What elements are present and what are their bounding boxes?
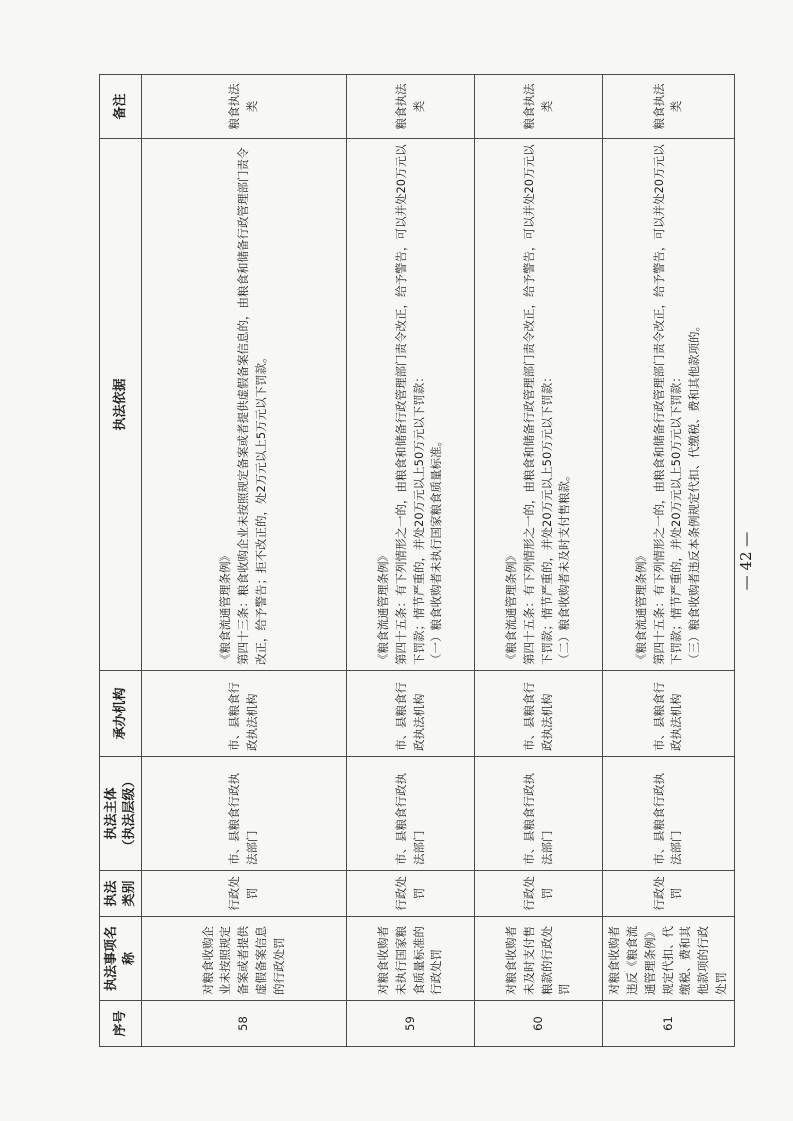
table-row [347,75,475,1047]
cell-seq: 60 [475,1001,603,1047]
basis-article: 第四十五条：有下列情形之一的，由粮食和储备行政管理部门责令改正，给予警告，可以并处20万元以下罚款；情节严重的，并处20万元以上50万元以下罚款： [651,144,684,665]
header-agency: 承办机构 [100,671,142,757]
cell-subject: 市、县粮食行政执法部门 [475,757,603,871]
cell-remark: 粮食执法类 [603,75,735,139]
cell-basis [475,139,603,671]
header-subject-line2: （执法层级） [121,774,137,853]
page-number: — 42 — [737,531,755,591]
cell-agency: 市、县粮食行政执法机构 [347,671,475,757]
cell-item: 对粮食收购者违反《粮食流通管理条例》规定代扣、代缴税、费和其他款项的行政处罚 [603,917,735,1001]
header-subject [100,757,142,871]
cell-basis [603,139,735,671]
table-row [603,75,735,1047]
header-subject-line1: 执法主体 [104,787,119,840]
cell-subject: 市、县粮食行政执法部门 [603,757,735,871]
basis-source: 《粮食流通管理条例》 [633,550,648,665]
cell-type: 行政处罚 [603,871,735,917]
cell-item: 对粮食收购企业未按照规定备案或者提供虚假备案信息的行政处罚 [142,917,347,1001]
cell-subject: 市、县粮食行政执法部门 [142,757,347,871]
header-remark: 备注 [100,75,142,139]
header-item: 执法事项名称 [100,917,142,1001]
basis-article: 第四十五条：有下列情形之一的，由粮食和储备行政管理部门责令改正，给予警告，可以并处20万元以下罚款；情节严重的，并处20万元以上50万元以下罚款： [521,144,554,665]
table-row [475,75,603,1047]
cell-agency: 市、县粮食行政执法机构 [475,671,603,757]
basis-clause: （二）粮食收购者未及时支付售粮款。 [557,469,572,665]
cell-item: 对粮食收购者未执行国家粮食质量标准的行政处罚 [347,917,475,1001]
basis-article: 第四十五条：有下列情形之一的，由粮食和储备行政管理部门责令改正，给予警告，可以并处20万元以下罚款；情节严重的，并处20万元以上50万元以下罚款： [393,144,426,665]
basis-source: 《粮食流通管理条例》 [503,550,518,665]
cell-remark: 粮食执法类 [142,75,347,139]
cell-type: 行政处罚 [475,871,603,917]
basis-source: 《粮食流通管理条例》 [218,550,233,665]
cell-agency: 市、县粮食行政执法机构 [603,671,735,757]
basis-clause: （一）粮食收购者未执行国家粮食质量标准。 [429,435,444,665]
header-row [100,75,142,1047]
header-type: 执法类别 [100,871,142,917]
cell-subject: 市、县粮食行政执法部门 [347,757,475,871]
cell-remark: 粮食执法类 [347,75,475,139]
cell-seq: 59 [347,1001,475,1047]
cell-seq: 61 [603,1001,735,1047]
cell-type: 行政处罚 [347,871,475,917]
cell-basis [142,139,347,671]
cell-item: 对粮食收购者未及时支付售粮款的行政处罚 [475,917,603,1001]
header-basis: 执法依据 [100,139,142,671]
enforcement-table [99,74,735,1047]
table-row [142,75,347,1047]
header-seq: 序号 [100,1001,142,1047]
cell-agency: 市、县粮食行政执法机构 [142,671,347,757]
basis-source: 《粮食流通管理条例》 [375,550,390,665]
cell-seq: 58 [142,1001,347,1047]
basis-article: 第四十三条：粮食收购企业未按照规定备案或者提供虚假备案信息的，由粮食和储备行政管理部门责令改正，给予警告；拒不改正的，处2万元以上5万元以下罚款。 [236,147,268,665]
cell-remark: 粮食执法类 [475,75,603,139]
basis-clause: （三）粮食收购者违反本条例规定代扣、代缴税、费和其他款项的。 [687,320,702,665]
cell-basis [347,139,475,671]
cell-type: 行政处罚 [142,871,347,917]
